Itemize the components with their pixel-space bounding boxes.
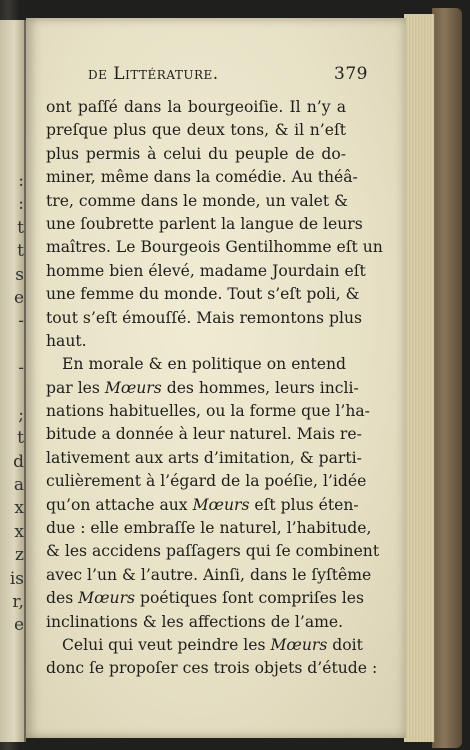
facing-page-glyph: x	[14, 521, 24, 542]
facing-page-glyph: e	[13, 615, 24, 636]
text-line: miner, même dans la comédie. Au théâ-	[46, 168, 358, 187]
text-line: plus permis à celui du peuple de do-	[46, 144, 346, 163]
text-line: maîtres. Le Bourgeois Gentilhomme eſt un	[46, 238, 383, 257]
text-line: due : elle embraſſe le naturel, l’habitude,	[46, 519, 372, 538]
facing-page-glyph	[2, 381, 24, 404]
book-cover-edge	[432, 8, 462, 748]
facing-page-glyph: t	[17, 217, 24, 238]
facing-page-edge	[0, 20, 26, 742]
facing-page-glyph: -	[18, 311, 24, 332]
facing-page-glyph: a	[13, 475, 24, 496]
facing-page-glyph: t	[17, 241, 24, 262]
text-line: Celui qui veut peindre les Mœurs doit	[62, 635, 363, 654]
text-line: ont paſſé dans la bourgeoiſie. Il n’y a	[46, 98, 346, 116]
facing-page-glyph: t	[17, 428, 24, 449]
facing-page-glyph: x	[14, 498, 24, 519]
text-line: avec l’un & l’autre. Ainſi, dans le ſyſtême	[46, 565, 372, 584]
text-line: une ſoubrette parlent la langue de leurs	[46, 214, 363, 233]
facing-page-glyph: e	[13, 287, 24, 308]
facing-page-fragments	[2, 170, 24, 638]
text-line: par les Mœurs des hommes, leurs incli-	[46, 378, 359, 397]
running-title: de Littérature.	[88, 64, 219, 84]
facing-page-glyph: ;	[18, 404, 24, 425]
text-line: haut.	[46, 331, 87, 350]
facing-page-glyph: d	[13, 451, 24, 472]
text-line: lativement aux arts d’imitation, & parti-	[46, 448, 362, 467]
text-line: inclinations & les affections de l’ame.	[46, 612, 344, 631]
text-line: preſque plus que deux tons, & il n’eſt	[46, 121, 346, 140]
text-line: bitude a donnée à leur naturel. Mais re-	[46, 425, 362, 444]
text-line: culièrement à l’égard de la poéſie, l’idée	[46, 472, 367, 491]
body-text	[46, 96, 383, 681]
facing-page-glyph	[2, 334, 24, 357]
text-line: & les accidens paſſagers qui ſe combinent	[46, 542, 380, 561]
text-line: tre, comme dans le monde, un valet &	[46, 191, 349, 210]
running-header	[88, 64, 368, 90]
text-line: des Mœurs poétiques ſont compriſes les	[46, 589, 365, 608]
facing-page-glyph: r,	[12, 592, 24, 613]
text-line: donc ſe propoſer ces trois objets d’étude :	[46, 659, 378, 678]
facing-page-glyph: :	[18, 171, 24, 191]
facing-page-glyph: s	[15, 264, 24, 285]
facing-page-glyph: is	[9, 568, 24, 589]
text-line: une femme du monde. Tout s’eſt poli, &	[46, 285, 360, 304]
page-number: 379	[334, 64, 368, 84]
text-line: nations habituelles, ou la forme que l’ha-	[46, 402, 370, 421]
page-block-edges	[404, 14, 435, 742]
text-line: En morale & en politique on entend	[62, 355, 346, 374]
text-line: qu’on attache aux Mœurs eſt plus éten-	[46, 495, 359, 514]
text-line: homme bien élevé, madame Jourdain eſt	[46, 261, 366, 280]
facing-page-glyph: :	[18, 194, 24, 215]
facing-page-glyph: -	[18, 358, 24, 379]
facing-page-glyph: z	[15, 545, 24, 566]
text-line: tout s’eſt émouſſé. Mais remontons plus	[46, 308, 363, 327]
